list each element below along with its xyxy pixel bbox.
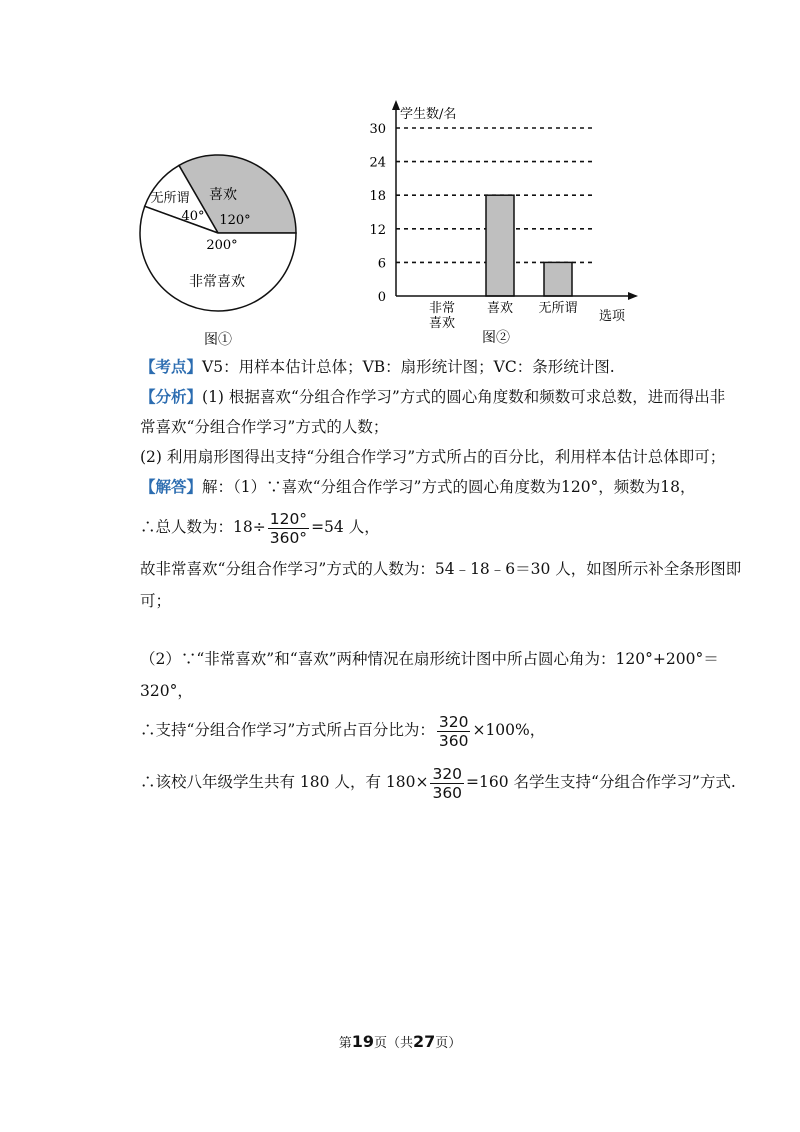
pie-slice-label-love: 非常喜欢 xyxy=(189,274,245,290)
total-suffix: =54 人， xyxy=(311,518,380,536)
kaodian-tag: 【考点】 xyxy=(140,357,203,376)
total-fraction-numerator: 120° xyxy=(269,509,308,528)
bar-chart-figure xyxy=(360,98,660,358)
y-axis-label: 学生数/名 xyxy=(400,107,457,122)
last-line xyxy=(140,762,736,802)
x-category-label: 无所谓 xyxy=(538,301,578,316)
fenxi-line-2 xyxy=(140,416,388,438)
p2-line-1 xyxy=(140,648,719,670)
gu-line-2 xyxy=(140,590,171,612)
y-tick-label: 12 xyxy=(369,222,386,238)
kaodian-line xyxy=(140,356,615,378)
total-prefix: ∴总人数为：18÷ xyxy=(140,518,266,536)
last-fraction-numerator: 320 xyxy=(432,764,463,783)
x-category-label: 非常 xyxy=(428,301,456,316)
jieda-tag: 【解答】 xyxy=(140,477,203,496)
total-fraction-denominator: 360° xyxy=(269,528,308,547)
pie-slice-label-like: 喜欢 xyxy=(209,187,237,203)
last-fraction xyxy=(430,765,464,802)
p2-text-2: 320°， xyxy=(140,682,193,700)
footer-post: 页） xyxy=(435,1036,462,1051)
page-footer xyxy=(0,1032,800,1051)
bar-chart-svg xyxy=(360,98,660,358)
pct-prefix: ∴支持“分组合作学习”方式所占百分比为： xyxy=(140,721,435,739)
footer-total-pages: 27 xyxy=(413,1032,436,1051)
x-axis-label: 选项 xyxy=(598,309,626,324)
y-tick-label: 0 xyxy=(377,290,386,305)
last-prefix: ∴该校八年级学生共有 180 人，有 180× xyxy=(140,773,429,791)
fenxi-text-3: (2) 利用扇形图得出支持“分组合作学习”方式所占的百分比，利用样本估计总体即可； xyxy=(140,448,726,466)
gu-text-2: 可； xyxy=(140,592,172,610)
kaodian-text: V5：用样本估计总体；VB：扇形统计图；VC：条形统计图. xyxy=(202,358,615,376)
pct-fraction xyxy=(437,713,471,750)
pct-line xyxy=(140,710,545,750)
x-axis-arrow xyxy=(628,292,638,300)
bar xyxy=(486,195,514,296)
p2-text-1: （2）∵“非常喜欢”和“喜欢”两种情况在扇形统计图中所占圆心角为：120°+200°＝ xyxy=(140,650,719,668)
y-tick-label: 30 xyxy=(369,122,386,137)
total-fraction xyxy=(268,510,309,547)
x-category-label: 喜欢 xyxy=(486,301,514,316)
pie-slice-label-neutral: 无所谓 xyxy=(150,191,190,206)
pie-chart-svg xyxy=(130,148,320,348)
y-tick-label: 18 xyxy=(369,189,386,205)
last-fraction-denominator: 360 xyxy=(432,783,463,802)
last-suffix: =160 名学生支持“分组合作学习”方式. xyxy=(466,773,736,791)
y-tick-label: 6 xyxy=(377,256,386,272)
gu-line-1 xyxy=(140,558,741,580)
pie-slice-angle-neutral: 40° xyxy=(181,209,205,224)
x-category-label: 喜欢 xyxy=(428,316,456,331)
pie-caption: 图① xyxy=(204,332,232,348)
pie-chart-figure xyxy=(130,148,320,348)
bar xyxy=(544,262,572,296)
y-axis-arrow xyxy=(392,100,400,110)
pie-slice-angle-like: 120° xyxy=(219,213,251,228)
fenxi-line-1 xyxy=(140,386,725,408)
jieda-line xyxy=(140,476,696,498)
fenxi-text: (1) 根据喜欢“分组合作学习”方式的圆心角度数和频数可求总数，进而得出非 xyxy=(202,388,726,406)
pct-fraction-denominator: 360 xyxy=(438,731,469,750)
fenxi-tag: 【分析】 xyxy=(140,387,203,406)
y-tick-label: 24 xyxy=(369,155,386,171)
gu-text-1: 故非常喜欢“分组合作学习”方式的人数为：54﹣18﹣6＝30 人，如图所示补全条形图即 xyxy=(140,560,742,578)
pie-slice-angle-love: 200° xyxy=(206,238,238,253)
fenxi-text-2: 常喜欢“分组合作学习”方式的人数； xyxy=(140,418,389,436)
bar-caption: 图② xyxy=(482,330,510,346)
footer-page-number: 19 xyxy=(351,1032,374,1051)
p2-line-2 xyxy=(140,680,193,702)
pct-suffix: ×100%， xyxy=(472,721,546,739)
total-line xyxy=(140,508,380,547)
jieda-text: 解：（1）∵喜欢“分组合作学习”方式的圆心角度数为120°，频数为18， xyxy=(202,478,696,496)
fenxi-line-3 xyxy=(140,446,725,468)
pct-fraction-numerator: 320 xyxy=(438,712,469,731)
footer-mid: 页（共 xyxy=(373,1036,413,1051)
footer-pre: 第 xyxy=(338,1036,352,1051)
